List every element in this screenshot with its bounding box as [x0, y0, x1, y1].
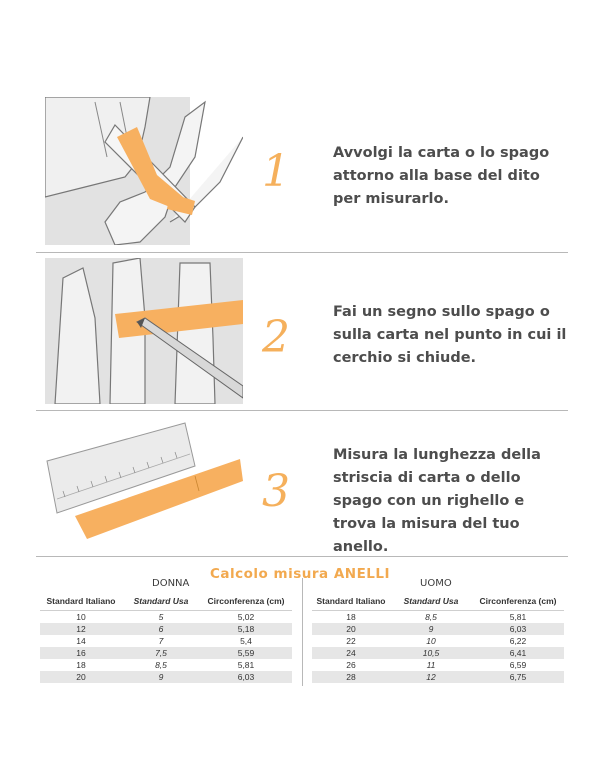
column-header: Standard Italiano [40, 591, 122, 611]
cell: 10 [76, 612, 86, 622]
cell: 28 [312, 671, 390, 683]
cell: 5,02 [237, 612, 255, 622]
ruler-strip-image [45, 421, 243, 545]
step-text: Misura la lunghezza della striscia di carta o dello spago con un righello e trova la misura del tuo anello. [333, 447, 541, 555]
wrap-finger-illustration [45, 97, 243, 245]
step-number: 3 [262, 466, 290, 517]
cell: 12 [390, 671, 472, 683]
table-row [40, 647, 292, 659]
cell: 9 [122, 671, 200, 683]
step-number: 2 [262, 312, 290, 363]
column-header: Circonferenza (cm) [472, 591, 564, 611]
cell: 24 [312, 647, 390, 659]
cell: 6,59 [509, 660, 527, 670]
table-row [40, 623, 292, 635]
cell: 6,22 [509, 636, 527, 646]
cell: 20 [40, 671, 122, 683]
cell: 18 [346, 612, 356, 622]
cell: 7 [158, 636, 164, 646]
men-size-table [312, 591, 564, 683]
step-text: Avvolgi la carta o lo spago attorno alla base del dito per misurarlo. [333, 145, 550, 207]
column-header: Circonferenza (cm) [200, 591, 292, 611]
cell: 5,59 [200, 647, 292, 659]
cell: 26 [346, 660, 356, 670]
cell: 18 [76, 660, 86, 670]
divider [36, 556, 568, 557]
table-divider [302, 578, 303, 686]
cell: 10 [426, 636, 436, 646]
cell: 16 [40, 647, 122, 659]
table-row [40, 659, 292, 671]
cell: 22 [346, 636, 356, 646]
cell: 20 [312, 623, 390, 635]
women-caption: DONNA [152, 578, 190, 589]
cell: 10,5 [390, 647, 472, 659]
cell: 8,5 [155, 660, 167, 670]
cell: 5 [158, 612, 164, 622]
table-header-row [40, 591, 292, 611]
cell: 6,75 [472, 671, 564, 683]
table-row [40, 611, 292, 624]
cell: 7,5 [122, 647, 200, 659]
divider [36, 252, 568, 253]
table-row [312, 659, 564, 671]
cell: 6,03 [200, 671, 292, 683]
cell: 6,03 [472, 623, 564, 635]
mark-string-illustration [45, 258, 243, 404]
column-header: Standard Usa [122, 591, 200, 611]
cell: 9 [390, 623, 472, 635]
cell: 14 [76, 636, 86, 646]
cell: 5,81 [509, 612, 527, 622]
hand-wrap-image [45, 97, 243, 245]
cell: 5,4 [240, 636, 252, 646]
divider [36, 410, 568, 411]
table-header-row [312, 591, 564, 611]
cell: 5,81 [237, 660, 255, 670]
table-row [312, 647, 564, 659]
step-text: Fai un segno sullo spago o sulla carta nel punto in cui il cerchio si chiude. [333, 304, 567, 366]
cell: 11 [426, 660, 436, 670]
column-header: Standard Usa [390, 591, 472, 611]
table-title: Calcolo misura ANELLI [209, 566, 391, 582]
table-row [312, 635, 564, 647]
table-row [312, 611, 564, 624]
cell: 5,18 [200, 623, 292, 635]
table-row [40, 635, 292, 647]
cell: 6,41 [472, 647, 564, 659]
table-row [312, 671, 564, 683]
cell: 12 [40, 623, 122, 635]
table-row [40, 671, 292, 683]
hand-pen-image [45, 258, 243, 404]
cell: 8,5 [425, 612, 437, 622]
column-header: Standard Italiano [312, 591, 390, 611]
ruler-illustration [45, 421, 243, 545]
table-row [312, 623, 564, 635]
step-number: 1 [262, 146, 290, 197]
women-size-table [40, 591, 292, 683]
cell: 6 [122, 623, 200, 635]
men-caption: UOMO [420, 578, 452, 589]
